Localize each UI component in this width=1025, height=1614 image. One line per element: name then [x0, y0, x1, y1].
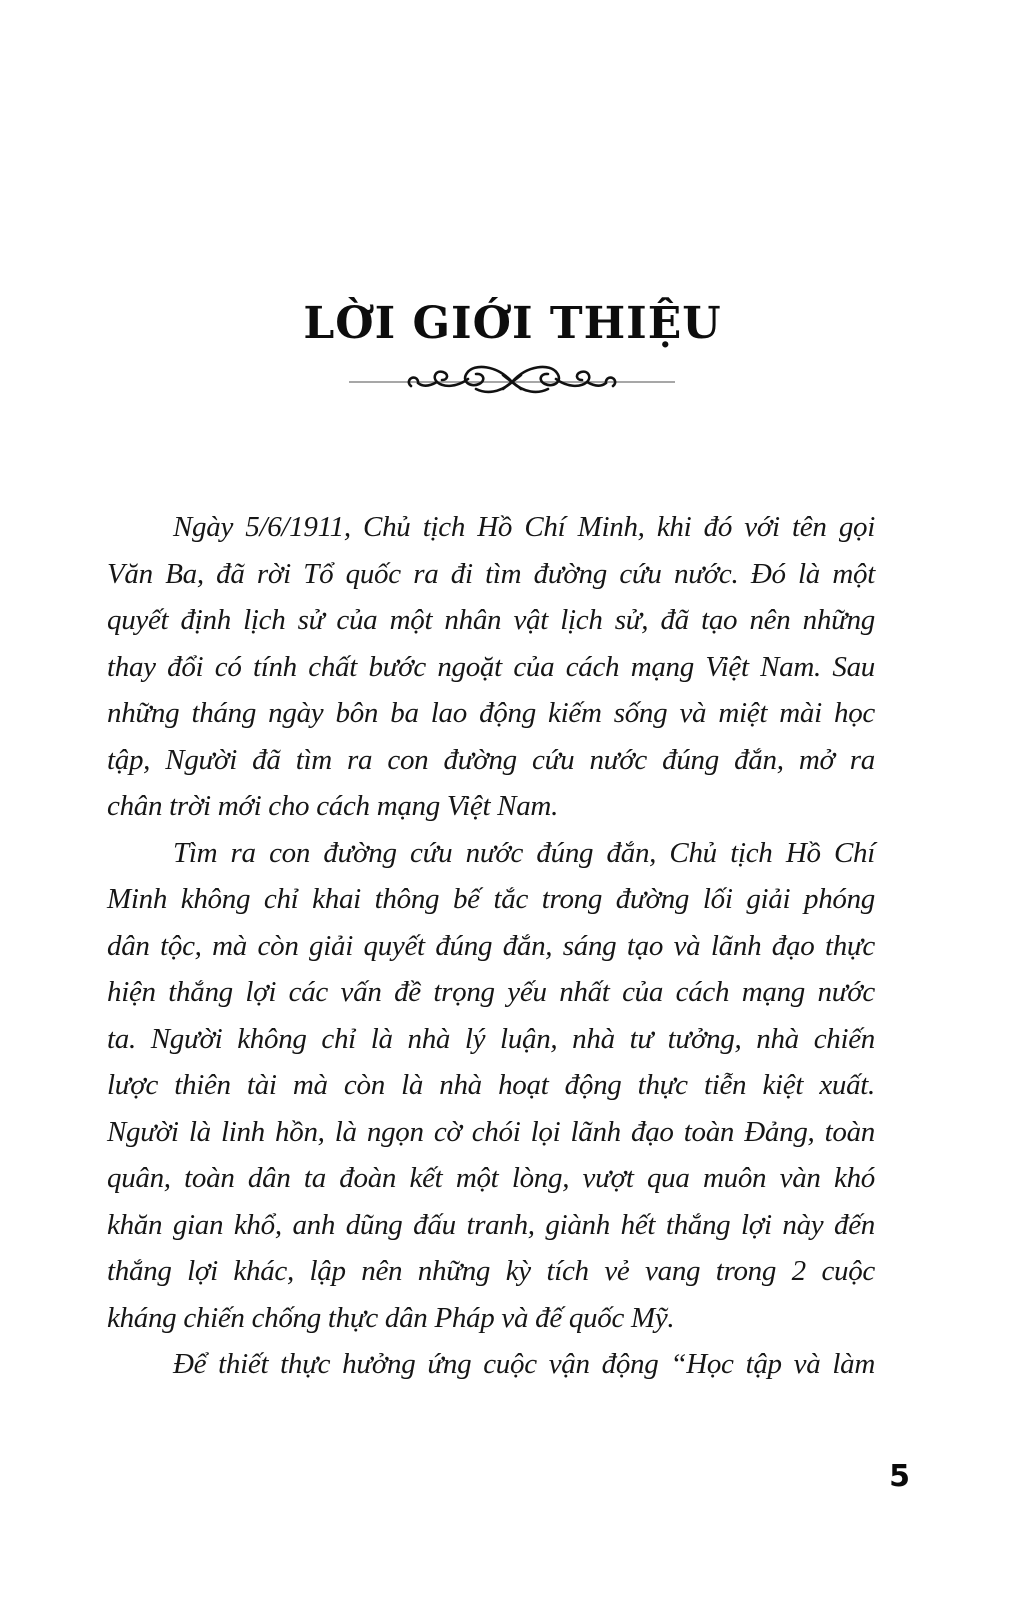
text-line: tập, Người đã tìm ra con đường cứu nước đúng đắn, mở ra — [107, 743, 875, 776]
text-line: Minh không chỉ khai thông bế tắc trong đường lối giải phóng — [107, 883, 875, 915]
text-line: thắng lợi khác, lập nên những kỳ tích vẻ vang trong 2 cuộc — [107, 1255, 875, 1287]
intro-text — [107, 504, 875, 1388]
text-line: thay đổi có tính chất bước ngoặt của cách mạng Việt Nam. Sau — [107, 650, 875, 683]
text-line: Ngày 5/6/1911, Chủ tịch Hồ Chí Minh, khi đó với tên gọi — [173, 511, 875, 543]
title-divider — [347, 352, 677, 396]
text-line: kháng chiến chống thực dân Pháp và đế quốc Mỹ. — [107, 1301, 675, 1334]
text-line: Tìm ra con đường cứu nước đúng đắn, Chủ tịch Hồ Chí — [173, 836, 875, 869]
text-line: quyết định lịch sử của một nhân vật lịch sử, đã tạo nên những — [107, 604, 875, 636]
text-line: Văn Ba, đã rời Tổ quốc ra đi tìm đường cứu nước. Đó là một — [107, 557, 875, 590]
page-number: 5 — [889, 1459, 910, 1494]
text-line: Người là linh hồn, là ngọn cờ chói lọi lãnh đạo toàn Đảng, toàn — [107, 1115, 875, 1148]
paragraph — [107, 1341, 875, 1388]
text-line: ta. Người không chỉ là nhà lý luận, nhà tư tưởng, nhà chiến — [107, 1022, 875, 1055]
text-line: dân tộc, mà còn giải quyết đúng đắn, sáng tạo và lãnh đạo thực — [107, 929, 875, 962]
page-title: LỜI GIỚI THIỆU — [303, 298, 722, 349]
text-line: những tháng ngày bôn ba lao động kiếm sống và miệt mài học — [107, 697, 875, 729]
paragraph — [107, 830, 875, 1342]
text-line: lược thiên tài mà còn là nhà hoạt động thực tiễn kiệt xuất. — [107, 1069, 875, 1101]
text-line: hiện thắng lợi các vấn đề trọng yếu nhất của cách mạng nước — [107, 976, 875, 1008]
text-line: quân, toàn dân ta đoàn kết một lòng, vượt qua muôn vàn khó — [107, 1162, 875, 1194]
text-line: Để thiết thực hưởng ứng cuộc vận động “Học tập và làm — [173, 1348, 875, 1380]
paragraph — [107, 504, 875, 830]
text-line: chân trời mới cho cách mạng Việt Nam. — [107, 790, 559, 822]
flourish-icon — [347, 352, 677, 396]
text-line: khăn gian khổ, anh dũng đấu tranh, giành hết thắng lợi này đến — [107, 1208, 875, 1241]
